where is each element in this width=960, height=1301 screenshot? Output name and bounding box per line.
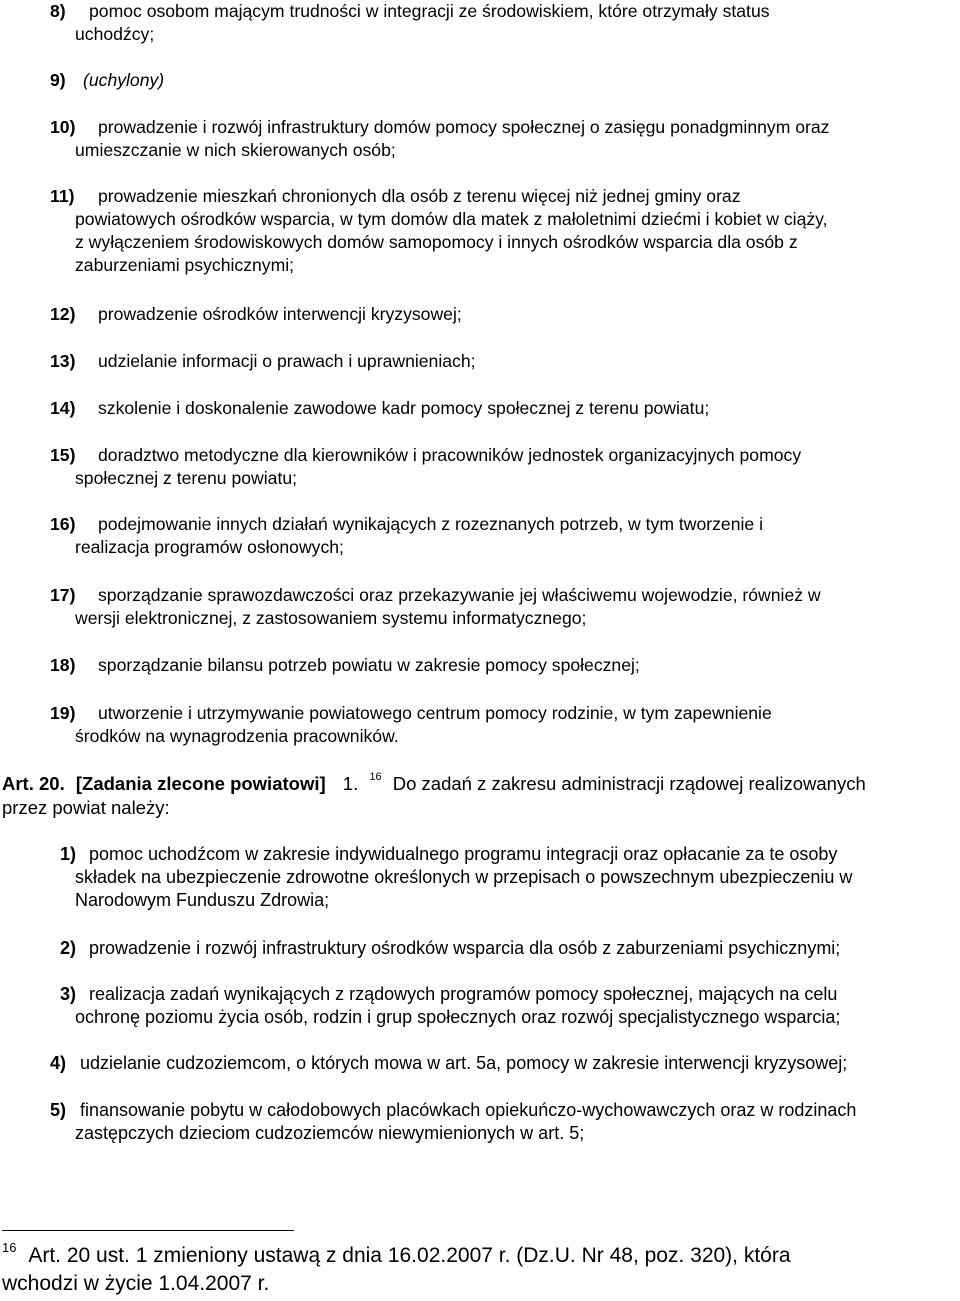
article-text: przez powiat należy: (2, 797, 170, 818)
list-item-text: udzielanie informacji o prawach i uprawnieniach; (98, 351, 476, 371)
paragraph-number: 1. (342, 773, 359, 794)
list-item-text: prowadzenie i rozwój infrastruktury domów pomocy społecznej o zasięgu ponadgminnym oraz (98, 117, 830, 137)
article-item-text: udzielanie cudzoziemcom, o których mowa w art. 5a, pomocy w zakresie interwencji kryzysowej; (80, 1053, 848, 1073)
list-item-text: z wyłączeniem środowiskowych domów samopomocy i innych ośrodków wsparcia dla osób z (75, 232, 798, 252)
footnote-text: Art. 20 ust. 1 zmieniony ustawą z dnia 16.02.2007 r. (Dz.U. Nr 48, poz. 320), która (28, 1244, 791, 1267)
list-item-number: 16) (50, 514, 76, 534)
article-title: [Zadania zlecone powiatowi] (75, 773, 326, 794)
article-item-text: prowadzenie i rozwój infrastruktury ośrodków wsparcia dla osób z zaburzeniami psychicznymi; (89, 938, 841, 958)
list-item-text: prowadzenie ośrodków interwencji kryzysowej; (98, 304, 462, 324)
list-item-text: utworzenie i utrzymywanie powiatowego centrum pomocy rodzinie, w tym zapewnienie (98, 703, 772, 723)
footnote (2, 1242, 791, 1270)
list-item-number: 10) (50, 117, 76, 137)
article-item-number: 5) (50, 1100, 67, 1120)
article-item-number: 4) (50, 1053, 67, 1073)
list-item-number: 19) (50, 703, 76, 723)
list-item-text: podejmowanie innych działań wynikających z rozeznanych potrzeb, w tym tworzenie i (98, 514, 763, 534)
list-item-number: 18) (50, 655, 76, 675)
list-item-number: 15) (50, 445, 76, 465)
article-item-number: 3) (60, 984, 77, 1004)
article-item-text: ochronę poziomu życia osób, rodzin i grup społecznych oraz rozwój specjalistycznego wsparcia; (75, 1007, 841, 1027)
list-item-text: sporządzanie sprawozdawczości oraz przekazywanie jej właściwemu wojewodzie, również w (98, 585, 821, 605)
list-item-text: powiatowych ośrodków wsparcia, w tym domów dla matek z małoletnimi dziećmi i kobiet w ciąży, (75, 209, 828, 229)
list-item-number: 13) (50, 351, 76, 371)
list-item-text: doradztwo metodyczne dla kierowników i pracowników jednostek organizacyjnych pomocy (98, 445, 802, 465)
article-item-text: składek na ubezpieczenie zdrowotne określonych w przepisach o powszechnym ubezpieczeniu w (75, 867, 853, 887)
article-text-continued (2, 796, 170, 819)
article-item-number: 2) (60, 938, 77, 958)
list-item-text: umieszczanie w nich skierowanych osób; (75, 140, 396, 160)
list-item-text: pomoc osobom mającym trudności w integracji ze środowiskiem, które otrzymały status (89, 1, 770, 21)
list-item-text: środków na wynagrodzenia pracowników. (75, 726, 399, 746)
list-item-text: sporządzanie bilansu potrzeb powiatu w zakresie pomocy społecznej; (98, 655, 640, 675)
article-item-text: Narodowym Funduszu Zdrowia; (75, 890, 330, 910)
list-item-text: uchodźcy; (75, 24, 155, 44)
footnote-mark: 16 (2, 1240, 17, 1255)
article-text: Do zadań z zakresu administracji rządowej realizowanych (392, 773, 866, 794)
list-item-text: (uchylony) (83, 70, 165, 90)
footnote-reference: 16 (369, 771, 382, 783)
article-item-text: realizacja zadań wynikających z rządowych programów pomocy społecznej, mających na celu (89, 984, 838, 1004)
article-label: Art. 20. (2, 773, 65, 794)
list-item-text: realizacja programów osłonowych; (75, 537, 344, 557)
list-item-text: społecznej z terenu powiatu; (75, 468, 298, 488)
list-item-text: prowadzenie mieszkań chronionych dla osób z terenu więcej niż jednej gminy oraz (98, 186, 741, 206)
list-item-text: szkolenie i doskonalenie zawodowe kadr pomocy społecznej z terenu powiatu; (98, 398, 710, 418)
list-item-text: wersji elektronicznej, z zastosowaniem systemu informatycznego; (75, 608, 587, 628)
list-item-number: 17) (50, 585, 76, 605)
article-heading (2, 772, 866, 795)
list-item-text: zaburzeniami psychicznymi; (75, 255, 295, 275)
article-item-text: pomoc uchodźcom w zakresie indywidualnego programu integracji oraz opłacanie za te osoby (89, 844, 838, 864)
article-item-number: 1) (60, 844, 77, 864)
footnote-text: wchodzi w życie 1.04.2007 r. (2, 1272, 270, 1295)
list-item-number: 11) (50, 186, 75, 206)
list-item-number: 8) (50, 1, 66, 21)
article-item-text: finansowanie pobytu w całodobowych placówkach opiekuńczo-wychowawczych oraz w rodzinach (80, 1100, 857, 1120)
footnote-continued (2, 1270, 269, 1298)
footnote-separator (2, 1230, 294, 1231)
list-item-number: 12) (50, 304, 76, 324)
article-item-text: zastępczych dzieciom cudzoziemców niewymienionych w art. 5; (75, 1123, 585, 1143)
list-item-number: 9) (50, 70, 66, 90)
list-item-number: 14) (50, 398, 76, 418)
